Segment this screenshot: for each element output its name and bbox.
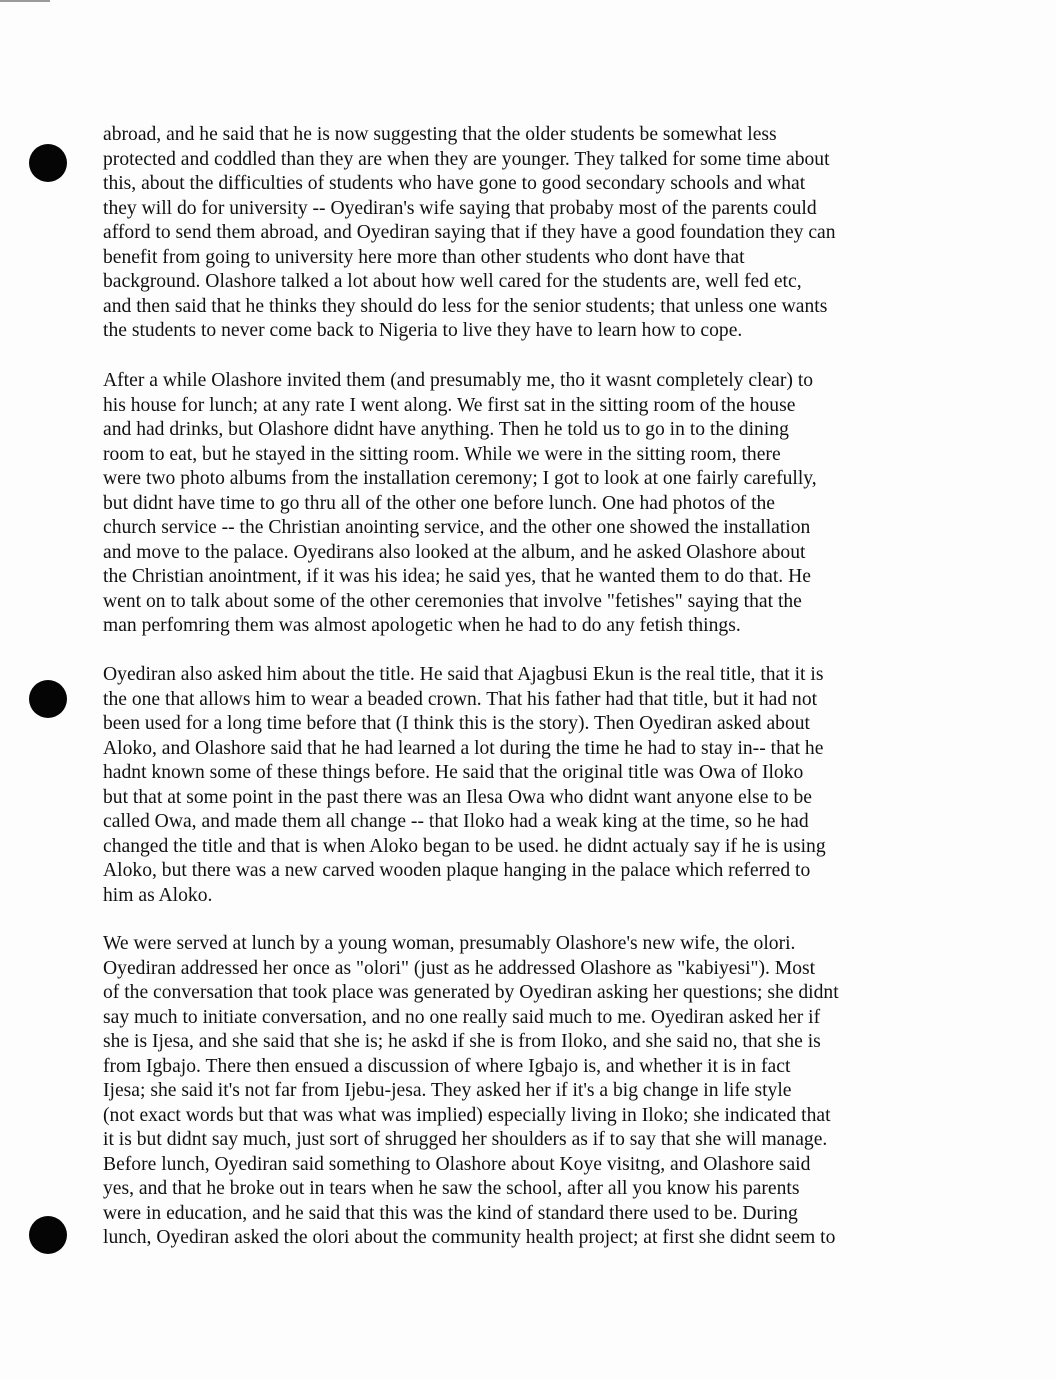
text-line: she is Ijesa, and she said that she is; he askd if she is from Iloko, and she said no, that she is xyxy=(103,1031,821,1052)
text-line: the one that allows him to wear a beaded crown. That his father had that title, but it had not xyxy=(103,688,818,710)
text-line: Aloko, and Olashore said that he had learned a lot during the time he had to stay in-- that he xyxy=(103,737,824,759)
text-line: but that at some point in the past there was an Ilesa Owa who didnt want anyone else to be xyxy=(103,786,813,808)
text-line: were two photo albums from the installation ceremony; I got to look at one fairly carefully, xyxy=(103,468,817,489)
text-line: were in education, and he said that this was the kind of standard there used to be. During xyxy=(103,1202,798,1224)
text-line: (not exact words but that was what was implied) especially living in Iloko; she indicated that xyxy=(103,1104,831,1126)
text-line: lunch, Oyediran asked the olori about the community health project; at first she didnt seem to xyxy=(103,1227,836,1248)
text-line: been used for a long time before that (I think this is the story). Then Oyediran asked about xyxy=(103,713,811,734)
scan-edge-mark xyxy=(0,0,50,2)
paragraph-3 xyxy=(103,663,933,908)
text-line: afford to send them abroad, and Oyediran saying that if they have a good foundation they can xyxy=(103,222,836,243)
paragraph-2 xyxy=(103,369,933,639)
text-line: We were served at lunch by a young woman, presumably Olashore's new wife, the olori. xyxy=(103,933,796,954)
text-line: changed the title and that is when Aloko began to be used. he didnt actualy say if he is using xyxy=(103,835,826,857)
text-line: and had drinks, but Olashore didnt have anything. Then he told us to go in to the dining xyxy=(103,419,789,440)
text-line: Oyediran addressed her once as "olori" (just as he addressed Olashore as "kabiyesi"). Most xyxy=(103,957,816,979)
text-line: abroad, and he said that he is now suggesting that the older students be somewhat less xyxy=(103,124,777,145)
paragraph-1 xyxy=(103,123,933,344)
punch-hole-bottom xyxy=(29,1216,67,1254)
text-line: him as Aloko. xyxy=(103,884,213,906)
text-line: his house for lunch; at any rate I went along. We first sat in the sitting room of the house xyxy=(103,394,796,416)
text-line: After a while Olashore invited them (and presumably me, tho it wasnt completely clear) to xyxy=(103,370,814,391)
paragraph-4 xyxy=(103,932,933,1251)
text-line: went on to talk about some of the other ceremonies that involve "fetishes" saying that the xyxy=(103,590,802,612)
text-line: say much to initiate conversation, and no one really said much to me. Oyediran asked her if xyxy=(103,1006,821,1028)
text-line: it is but didnt say much, just sort of shrugged her shoulders as if to say that she will manage. xyxy=(103,1129,828,1150)
text-line: and then said that he thinks they should do less for the senior students; that unless one wants xyxy=(103,295,828,317)
text-line: room to eat, but he stayed in the sitting room. While we were in the sitting room, there xyxy=(103,443,781,465)
text-line: church service -- the Christian anointing service, and the other one showed the installation xyxy=(103,517,811,538)
text-line: man perfomring them was almost apologetic when he had to do any fetish things. xyxy=(103,615,741,636)
text-line: and move to the palace. Oyedirans also looked at the album, and he asked Olashore about xyxy=(103,541,806,563)
text-line: background. Olashore talked a lot about how well cared for the students are, well fed etc, xyxy=(103,271,802,292)
text-line: protected and coddled than they are when they are younger. They talked for some time about xyxy=(103,148,830,170)
text-line: but didnt have time to go thru all of the other one before lunch. One had photos of the xyxy=(103,492,776,514)
text-line: hadnt known some of these things before. He said that the original title was Owa of Iloko xyxy=(103,762,804,783)
text-line: Oyediran also asked him about the title. He said that Ajagbusi Ekun is the real title, that it is xyxy=(103,664,824,685)
text-line: called Owa, and made them all change -- that Iloko had a weak king at the time, so he had xyxy=(103,811,809,832)
text-line: from Igbajo. There then ensued a discussion of where Igbajo is, and whether it is in fact xyxy=(103,1055,791,1077)
text-line: yes, and that he broke out in tears when he saw the school, after all you know his parents xyxy=(103,1178,800,1199)
punch-hole-middle xyxy=(29,680,67,718)
punch-hole-top xyxy=(29,144,67,182)
text-line: benefit from going to university here more than other students who dont have that xyxy=(103,246,745,268)
text-line: the Christian anointment, if it was his idea; he said yes, that he wanted them to do that. He xyxy=(103,566,811,587)
text-line: of the conversation that took place was generated by Oyediran asking her questions; she didnt xyxy=(103,982,839,1003)
text-line: the students to never come back to Nigeria to live they have to learn how to cope. xyxy=(103,320,743,341)
text-line: Before lunch, Oyediran said something to Olashore about Koye visitng, and Olashore said xyxy=(103,1153,811,1175)
text-line: they will do for university -- Oyediran's wife saying that probaby most of the parents could xyxy=(103,197,817,219)
text-line: Aloko, but there was a new carved wooden plaque hanging in the palace which referred to xyxy=(103,860,811,881)
text-line: Ijesa; she said it's not far from Ijebu-jesa. They asked her if it's a big change in life style xyxy=(103,1080,792,1101)
text-line: this, about the difficulties of students who have gone to good secondary schools and what xyxy=(103,173,806,194)
